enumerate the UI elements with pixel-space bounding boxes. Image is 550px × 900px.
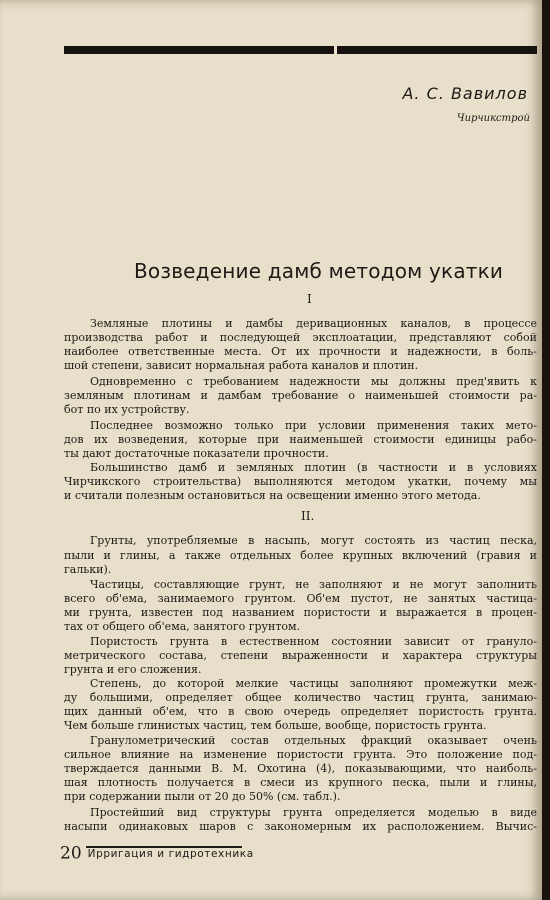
text-line: метрического состава, степени выраженности и характера структуры: [64, 649, 537, 662]
text-line: шая плотность получается в смеси из крупного песка, пыли и глины,: [64, 776, 537, 789]
text-line: Пористость грунта в естественном состоянии зависит от грануло-: [90, 635, 537, 648]
text-line: и считали полезным остановиться на освещении именно этого метода.: [64, 489, 481, 502]
text-line: тах от общего об'ема, занятого грунтом.: [64, 620, 301, 633]
text-line: грунта и его сложения.: [64, 663, 202, 676]
text-line: всего об'ема, занимаемого грунтом. Об'ем пустот, не занятых частица-: [64, 592, 537, 605]
text-line: Последнее возможно только при условии применения таких мето-: [90, 419, 537, 432]
text-line: при содержании пыли от 20 до 50% (см. табл.).: [64, 790, 341, 803]
text-line: Чем больше глинистых частиц, тем больше, вообще, пористость грунта.: [64, 719, 487, 732]
article-title: Возведение дамб методом укатки: [134, 259, 504, 283]
text-line: щих данный об'ем, что в свою очередь определяет пористость грунта.: [64, 705, 537, 718]
text-line: Большинство дамб и земляных плотин (в частности и в условиях: [90, 461, 537, 474]
text-line: Чирчикского строительства) выполняются методом укатки, почему мы: [64, 475, 537, 488]
text-line: тверждается данными В. М. Охотина (4), показывающими, что наиболь-: [64, 762, 537, 775]
text-line: бот по их устройству.: [64, 403, 190, 416]
text-line: Степень, до которой мелкие частицы заполняют промежутки меж-: [90, 677, 537, 690]
text-line: гальки).: [64, 563, 112, 576]
text-line: дов их возведения, которые при наименьшей стоимости единицы рабо-: [64, 433, 537, 446]
text-line: Простейший вид структуры грунта определяется моделью в виде: [90, 806, 537, 819]
journal-name: Ирригация и гидротехника: [87, 847, 254, 860]
text-line: Грунты, употребляемые в насыпь, могут состоять из частиц песка,: [90, 534, 537, 547]
text-line: ми грунта, известен под названием пористости и выражается в процен-: [64, 606, 537, 619]
text-line: сильное влияние на изменение пористости грунта. Это положение под-: [64, 748, 537, 761]
page-footer: [60, 843, 254, 864]
text-line: земляным плотинам и дамбам требование о наименьшей стоимости ра-: [64, 389, 537, 402]
text-line: пыли и глины, а также отдельных более крупных включений (гравия и: [64, 549, 537, 562]
page-number: 20: [60, 843, 82, 864]
text-line: насыпи одинаковых шаров с закономерным их расположением. Вычис-: [64, 820, 537, 833]
text-line: Земляные плотины и дамбы деривационных каналов, в процессе: [90, 317, 537, 330]
section-heading-1: I: [307, 292, 312, 306]
header-rule: [64, 46, 537, 54]
text-line: Частицы, составляющие грунт, не заполняют и не могут заполнить: [90, 578, 537, 591]
text-line: шой степени, зависит нормальная работа каналов и плотин.: [64, 359, 419, 372]
author-affiliation: Чирчикстрой: [456, 113, 530, 124]
text-line: производства работ и последующей эксплоатации, представляют собой: [64, 331, 537, 344]
text-line: Гранулометрический состав отдельных фракций оказывает очень: [90, 734, 537, 747]
text-line: наиболее ответственные места. От их прочности и надежности, в боль-: [64, 345, 537, 358]
text-line: Одновременно с требованием надежности мы должны пред'явить к: [90, 375, 537, 388]
author-name: А. С. Вавилов: [402, 84, 528, 103]
section-heading-2: II.: [301, 509, 315, 523]
text-line: ду большими, определяет общее количество частиц грунта, занимаю-: [64, 691, 537, 704]
text-line: ты дают достаточные показатели прочности.: [64, 447, 329, 460]
